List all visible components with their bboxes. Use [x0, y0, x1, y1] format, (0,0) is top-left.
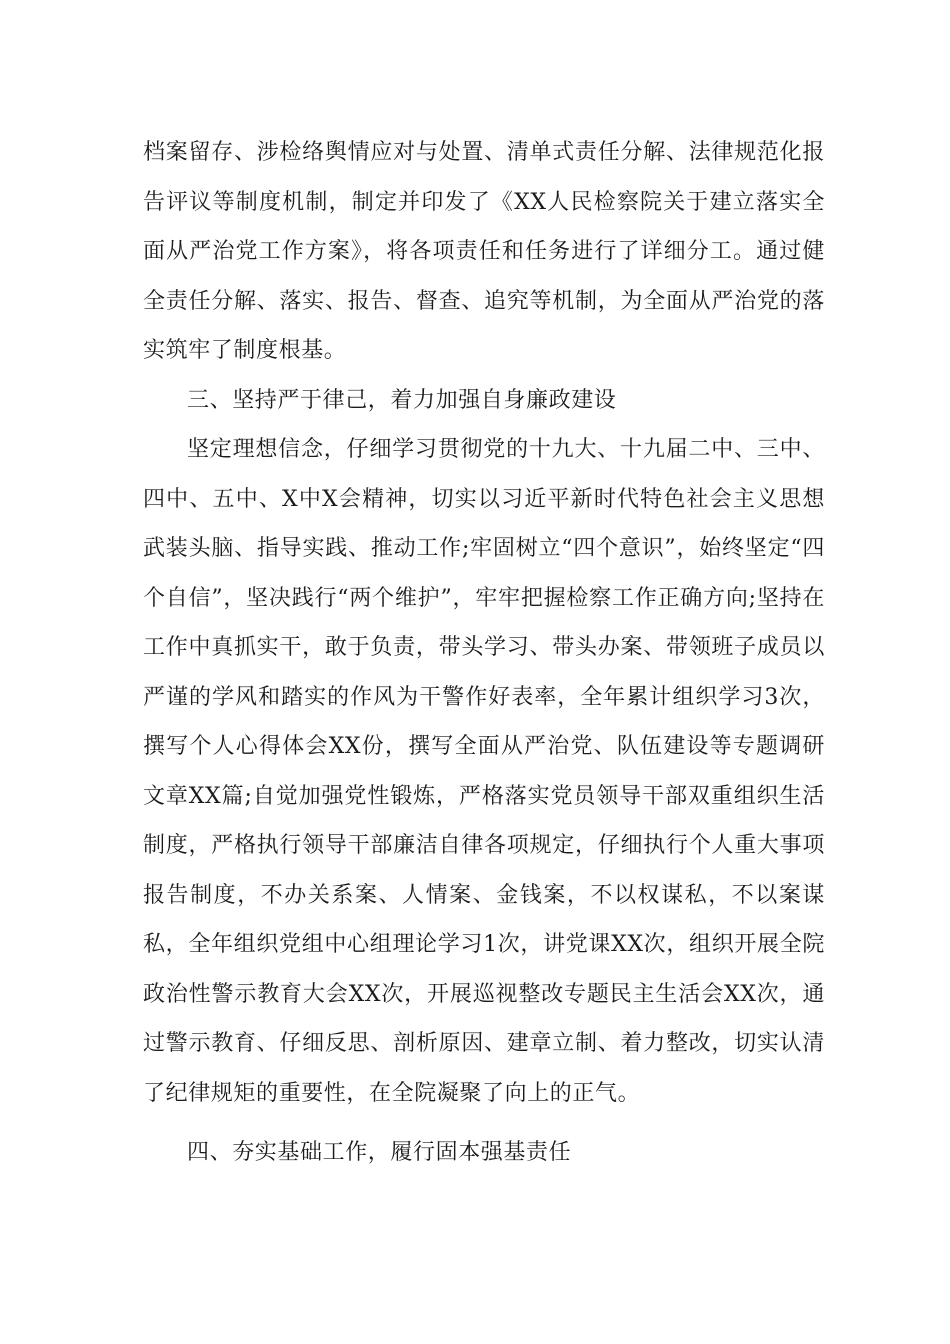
document-body	[143, 128, 825, 1178]
section-heading-four: 四、夯实基础工作，履行固本强基责任	[187, 1140, 572, 1165]
section-heading-three: 三、坚持严于律己，着力加强自身廉政建设	[187, 387, 617, 413]
paragraph-institutional-mechanisms: 档案留存、涉检络舆情应对与处置、清单式责任分解、法律规范化报告评议等制度机制，制定并印发了《XX人民检察院关于建立落实全面从严治党工作方案》，将各项责任和任务进行了详细分工。通过健全责任分解、落实、报告、督查、追究等机制，为全面从严治党的落实筑牢了制度根基。	[143, 140, 825, 363]
paragraph-self-discipline: 坚定理想信念，仔细学习贯彻党的十九大、十九届二中、三中、四中、五中、X中X会精神，切实以习近平新时代特色社会主义思想武装头脑、指导实践、推动工作;牢固树立“四个意识”，始终坚定“四个自信”，坚决践行“两个维护”，牢牢把握检察工作正确方向;坚持在工作中真抓实干，敢于负责，带头学习、带头办案、带领班子成员以严谨的学风和踏实的作风为干警作好表率，全年累计组织学习3次，撰写个人心得体会XX份，撰写全面从严治党、队伍建设等专题调研文章XX篇;自觉加强党性锻炼，严格落实党员领导干部双重组织生活制度，严格执行领导干部廉洁自律各项规定，仔细执行个人重大事项报告制度，不办关系案、人情案、金钱案，不以权谋私，不以案谋私，全年组织党组中心组理论学习1次，讲党课XX次，组织开展全院政治性警示教育大会XX次，开展巡视整改专题民主生活会XX次，通过警示教育、仔细反思、剖析原因、建章立制、着力整改，切实认清了纪律规矩的重要性，在全院凝聚了向上的正气。	[143, 437, 825, 1106]
